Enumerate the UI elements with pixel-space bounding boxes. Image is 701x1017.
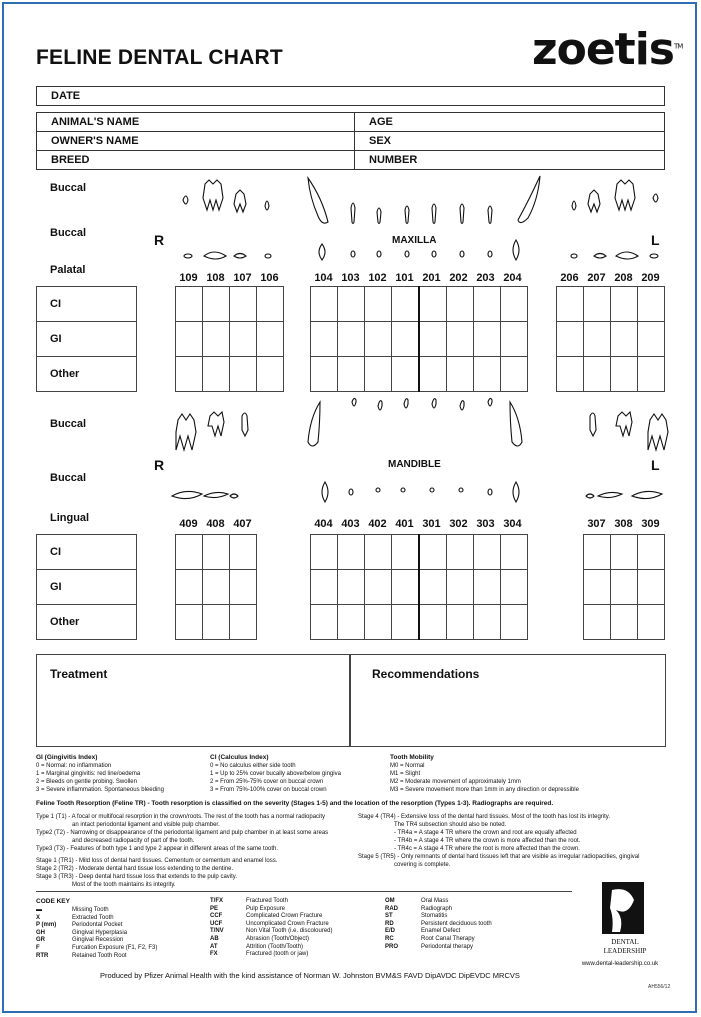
code-key-meaning: Enamel Defect: [421, 928, 461, 935]
code-key-code: ▬: [36, 907, 42, 913]
resorption-line: Stage 2 (TR2) - Moderate dental hard tissue loss extending to the dentine.: [36, 866, 234, 872]
resorption-line: Type3 (T3) - Features of both type 1 and type 2 appear in different areas of the same tooth.: [36, 846, 279, 852]
maxilla-palatal-label: Palatal: [50, 264, 86, 276]
resorption-line: Type 1 (T1) - A focal or multifocal resorption in the crown/roots. The rest of the tooth has a normal radiopacity: [36, 814, 326, 820]
tooth-number: 206: [560, 272, 579, 284]
maxilla-right-numbers: [175, 272, 283, 284]
ci-line: 2 = From 25%-75% cover on buccal crown: [210, 779, 324, 785]
code-key-code: AB: [210, 935, 219, 942]
mobility-title: Tooth Mobility: [390, 754, 434, 761]
other-label: Other: [37, 605, 137, 640]
code-key-meaning: Retained Tooth Root: [72, 952, 127, 959]
code-key-row: [385, 906, 565, 914]
maxilla-row-labels: [36, 286, 137, 392]
mandible-right-marker: R: [154, 457, 165, 473]
breed-field[interactable]: BREED: [37, 151, 355, 170]
website-link[interactable]: www.dental-leadership.co.uk: [581, 961, 659, 967]
gi-line: 3 = Severe inflammation. Spontaneous bleeding: [36, 787, 164, 793]
tooth-number: 304: [503, 518, 522, 530]
gi-line: 1 = Marginal gingivitis: red line/oedema: [36, 771, 141, 777]
code-key-row: [36, 915, 196, 923]
resorption-line: Stage 3 (TR3) - Deep dental hard tissue loss that extends to the pulp cavity.: [36, 874, 237, 880]
tooth-number: 401: [395, 518, 414, 530]
patient-info-table: [36, 86, 665, 106]
gi-label: GI: [37, 570, 137, 605]
code-key-meaning: Missing Tooth: [72, 907, 109, 913]
number-field[interactable]: NUMBER: [355, 151, 665, 170]
tooth-number: 102: [368, 272, 387, 284]
tooth-number: 106: [260, 272, 279, 284]
tooth-number: 203: [476, 272, 495, 284]
mandible-left-numbers: [583, 518, 664, 530]
mandible-row-labels: [36, 534, 137, 640]
code-key-meaning: Radiograph: [421, 905, 453, 912]
code-key-code: GR: [36, 937, 45, 944]
resorption-line: Stage 4 (TR4) - Extensive loss of the dental hard tissues. Most of the tooth has lost its integrity.: [358, 814, 611, 820]
code-key-code: RAD: [385, 905, 398, 912]
code-key-meaning: Pulp Exposure: [246, 905, 286, 912]
tooth-number: 201: [422, 272, 441, 284]
mandible-buccal-occlusal-label: Buccal: [50, 472, 87, 484]
code-key-code: T/FX: [210, 898, 223, 904]
ci-line: 0 = No calculus either side tooth: [210, 763, 296, 769]
document-code: AH556/12: [648, 984, 671, 990]
gi-label: GI: [37, 322, 137, 357]
mandible-buccal-label: Buccal: [50, 418, 87, 430]
resorption-line: an intact periodontal ligament and visible pulp chamber.: [72, 822, 220, 828]
code-key-code: E/D: [385, 928, 396, 935]
page-title: FELINE DENTAL CHART: [36, 46, 283, 69]
code-key-code: X: [36, 914, 41, 921]
code-key-row: [210, 898, 380, 906]
ci-label: CI: [37, 287, 137, 322]
code-key-meaning: Non Vital Tooth (i.e. discoloured): [246, 928, 333, 935]
maxilla-right-marker: R: [154, 232, 165, 248]
tooth-number: 303: [476, 518, 495, 530]
code-key-code: RC: [385, 935, 394, 942]
code-key-row: [385, 944, 565, 952]
tooth-number: 108: [206, 272, 225, 284]
code-key-col3: [385, 898, 565, 951]
code-key-code: PRO: [385, 943, 399, 950]
maxilla-label: MAXILLA: [392, 235, 437, 246]
code-key-meaning: Uncomplicated Crown Fracture: [246, 920, 329, 927]
age-field[interactable]: AGE: [355, 113, 665, 132]
tooth-number: 404: [314, 518, 333, 530]
code-key-row: [210, 906, 380, 914]
code-key-code: GH: [36, 929, 45, 936]
gi-line: 2 = Bleeds on gentle probing. Swollen: [36, 779, 137, 785]
code-key-code: RTR: [36, 952, 49, 959]
tooth-number: 103: [341, 272, 360, 284]
resorption-title: Feline Tooth Resorption (Feline TR) - Tooth resorption is classified on the severity (Stages 1-5) and the location of the resorption (Types 1-3). Radiographs are required.: [36, 800, 554, 807]
resorption-line: Most of the tooth maintains its integrity.: [72, 882, 176, 888]
code-key-meaning: Complicated Crown Fracture: [246, 913, 323, 920]
mandible-lingual-label: Lingual: [50, 512, 90, 524]
ci-index-title: CI (Calculus Index): [210, 754, 269, 761]
resorption-types: [36, 813, 354, 889]
code-key-row: [36, 937, 196, 945]
tooth-number: 409: [179, 518, 198, 530]
ci-line: 3 = From 75%-100% cover on buccal crown: [210, 787, 327, 793]
mandible-right-grid[interactable]: [175, 534, 257, 640]
mobility-line: M1 = Slight: [390, 771, 421, 777]
tooth-number: 301: [422, 518, 441, 530]
code-key-code: ST: [385, 913, 393, 920]
mandible-teeth-illustration: [170, 396, 670, 511]
code-key-meaning: Abrasion (Tooth/Object): [246, 935, 310, 942]
tooth-number: 204: [503, 272, 522, 284]
maxilla-left-marker: L: [651, 232, 660, 248]
code-key-row: [385, 921, 565, 929]
code-key-row: [210, 944, 380, 952]
resorption-line: - TR4a = A stage 4 TR where the crown and root are equally affected: [394, 830, 577, 836]
produced-by: Produced by Pfizer Animal Health with the kind assistance of Norman W. Johnston BVM&S FAVD DipAVDC DipEVDC MRCVS: [100, 971, 520, 980]
maxilla-mid-numbers: [310, 272, 526, 284]
tooth-number: 207: [587, 272, 606, 284]
patient-details-table: [36, 112, 665, 170]
tooth-mobility: [390, 754, 660, 794]
code-key-row: [385, 936, 565, 944]
code-key-meaning: Attrition (Tooth/Tooth): [246, 943, 304, 950]
resorption-line: Stage 5 (TR5) - Only remnants of dental hard tissues left that are visible as irregular radiopacities, gingival: [358, 854, 640, 860]
mandible-left-grid[interactable]: [583, 534, 665, 640]
code-key-meaning: Oral Mass: [421, 898, 449, 904]
tooth-number: 107: [233, 272, 252, 284]
code-key-row: [36, 945, 196, 953]
sex-field[interactable]: SEX: [355, 132, 665, 151]
tooth-number: 209: [641, 272, 660, 284]
code-key-meaning: Gingival Recession: [72, 937, 124, 944]
tooth-number: 407: [233, 518, 252, 530]
date-field[interactable]: DATE: [37, 87, 665, 106]
owner-name-field[interactable]: OWNER'S NAME: [37, 132, 355, 151]
tooth-number: 104: [314, 272, 333, 284]
tooth-number: 408: [206, 518, 225, 530]
tooth-number: 302: [449, 518, 468, 530]
code-key-row: [210, 928, 380, 936]
other-label: Other: [37, 357, 137, 392]
treatment-label: Treatment: [50, 667, 108, 681]
recommendations-box[interactable]: [349, 654, 666, 747]
code-key-row: [36, 922, 196, 930]
code-key-row: [36, 930, 196, 938]
resorption-line: Stage 1 (TR1) - Mild loss of dental hard tissues. Cementum or cementum and enamel loss.: [36, 858, 278, 864]
code-key-code: UCF: [210, 920, 223, 927]
ci-label: CI: [37, 535, 137, 570]
resorption-line: The TR4 subsection should also be noted.: [394, 822, 507, 828]
mandible-mid-numbers: [310, 518, 526, 530]
mandible-right-numbers: [175, 518, 256, 530]
code-key-code: P (mm): [36, 922, 57, 929]
code-key-code: F: [36, 944, 40, 951]
tooth-number: 403: [341, 518, 360, 530]
divider: [36, 891, 572, 892]
code-key-meaning: Fractured Tooth: [246, 898, 288, 904]
code-key-title: CODE KEY: [36, 898, 70, 905]
recommendations-label: Recommendations: [372, 667, 480, 681]
resorption-line: - TR4b = A stage 4 TR where the crown is more affected than the root.: [394, 838, 581, 844]
resorption-line: Type2 (T2) - Narrowing or disappearance of the periodontal ligament and pulp chamber in at least some areas: [36, 830, 329, 836]
code-key-meaning: Fractured (tooth or jaw): [246, 951, 309, 958]
code-key-meaning: Stomatitis: [421, 913, 448, 920]
code-key-meaning: Extracted Tooth: [72, 914, 114, 921]
maxilla-buccal-label: Buccal: [50, 182, 87, 194]
code-key-row: [210, 913, 380, 921]
code-key-meaning: Furcation Exposure (F1, F2, F3): [72, 944, 158, 951]
maxilla-mid-grid[interactable]: [310, 286, 528, 392]
code-key-row: [385, 913, 565, 921]
tooth-number: 202: [449, 272, 468, 284]
code-key-row: [36, 907, 196, 915]
code-key-meaning: Gingival Hyperplasia: [72, 929, 128, 936]
code-key-meaning: Persistent deciduous tooth: [421, 920, 492, 927]
maxilla-left-numbers: [556, 272, 664, 284]
code-key-row: [385, 928, 565, 936]
tooth-number: 307: [587, 518, 606, 530]
code-key-code: PE: [210, 905, 219, 912]
mobility-line: M3 = Severe movement more than 1mm in any direction or depressible: [390, 787, 579, 793]
tooth-number: 101: [395, 272, 414, 284]
gi-line: 0 = Normal: no inflammation: [36, 763, 112, 769]
mobility-line: M0 = Normal: [390, 763, 425, 769]
resorption-line: covering is complete.: [394, 862, 451, 868]
mobility-line: M2 = Moderate movement of approximately 1mm: [390, 779, 521, 785]
zoetis-logo: zoetis™: [532, 24, 683, 75]
code-key-code: T/NV: [210, 928, 224, 935]
code-key-row: [210, 936, 380, 944]
code-key-col1: [36, 907, 196, 960]
tooth-number: 208: [614, 272, 633, 284]
mandible-left-marker: L: [651, 457, 660, 473]
gi-index: [36, 754, 206, 794]
code-key-code: CCF: [210, 913, 223, 920]
dental-leadership-logo: [600, 880, 646, 936]
maxilla-buccal-occlusal-label: Buccal: [50, 227, 87, 239]
code-key-code: AT: [210, 943, 218, 950]
resorption-line: and decreased radiopacity of part of the tooth.: [72, 838, 195, 844]
code-key-code: OM: [385, 898, 395, 904]
mandible-label: MANDIBLE: [388, 459, 441, 470]
code-key-row: [385, 898, 565, 906]
code-key-col2: [210, 898, 380, 959]
code-key-row: [210, 921, 380, 929]
tooth-number: 308: [614, 518, 633, 530]
code-key-meaning: Periodontal therapy: [421, 943, 474, 950]
tooth-number: 309: [641, 518, 660, 530]
code-key-code: RD: [385, 920, 394, 927]
dental-leadership-text: DENTAL LEADERSHIP: [603, 938, 647, 955]
gi-index-title: GI (Gingivitis Index): [36, 754, 98, 761]
treatment-box[interactable]: [36, 654, 351, 747]
ci-line: 1 = Up to 25% cover bucally above/below gingiva: [210, 771, 341, 777]
code-key-meaning: Periodontal Pocket: [72, 922, 123, 929]
code-key-code: FX: [210, 951, 218, 958]
code-key-meaning: Root Canal Therapy: [421, 935, 475, 942]
maxilla-left-grid[interactable]: [556, 286, 665, 392]
tooth-number: 402: [368, 518, 387, 530]
tooth-number: 109: [179, 272, 198, 284]
mandible-mid-grid[interactable]: [310, 534, 528, 640]
code-key-row: [36, 953, 196, 961]
maxilla-right-grid[interactable]: [175, 286, 284, 392]
maxilla-teeth-illustration: [170, 172, 670, 262]
animal-name-field[interactable]: ANIMAL'S NAME: [37, 113, 355, 132]
code-key-row: [210, 951, 380, 959]
ci-index: [210, 754, 385, 794]
resorption-line: - TR4c = A stage 4 TR where the root is more affected than the crown.: [394, 846, 580, 852]
resorption-stages: [358, 813, 668, 869]
